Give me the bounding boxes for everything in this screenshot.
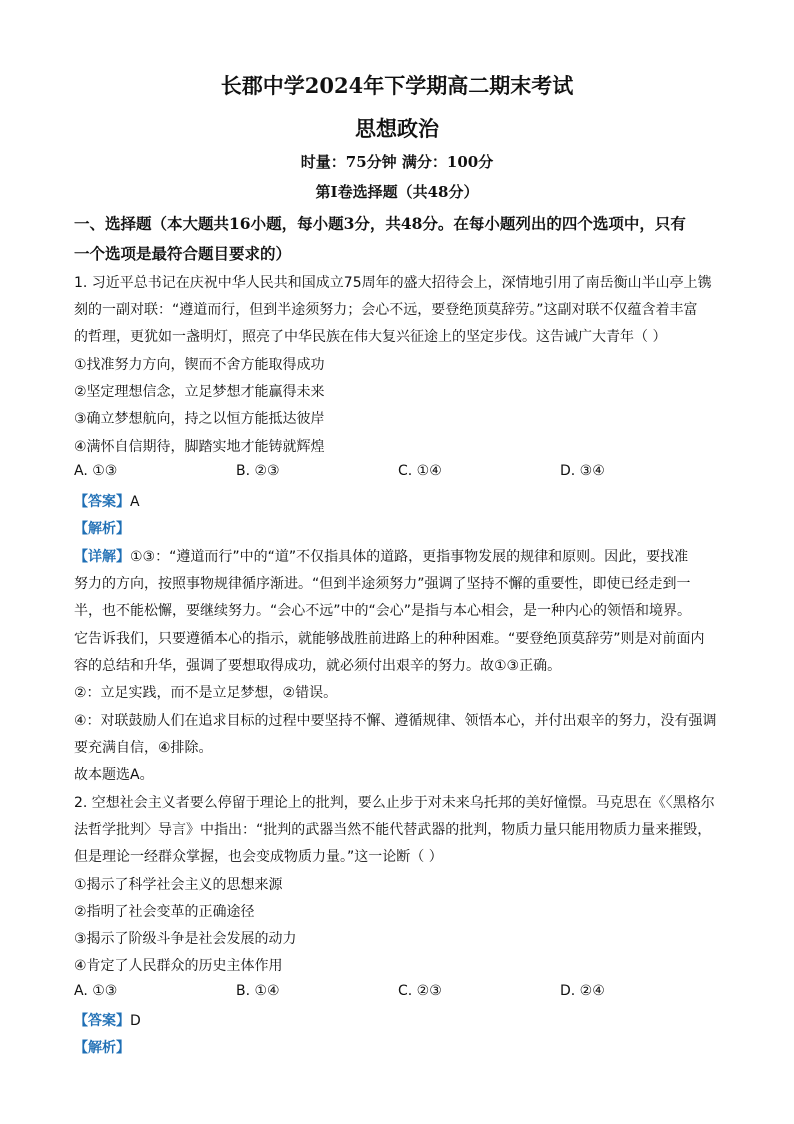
q1-item-1: ①找准努力方向，锲而不舍方能取得成功 [74,357,325,373]
q1-answer-line [74,491,140,511]
q2-stem-line-1: 2. 空想社会主义者要么停留于理论上的批判，要么止步于对未来乌托邦的美好憧憬。马克思在《〈黑格尔 [74,795,715,811]
exam-title: 长郡中学2024年下学期高二期末考试 [220,73,574,98]
q1-item-4: ④满怀自信期待，脚踏实地才能铸就辉煌 [74,439,325,455]
q2-answer-line [74,1010,141,1030]
q2-option-a: A. ①③ [74,983,118,999]
q1-stem-line-3: 的哲理，更犹如一盏明灯，照亮了中华民族在伟大复兴征途上的坚定步伐。这告诫广大青年（ ） [74,329,667,345]
q2-option-b: B. ①④ [236,983,280,999]
q1-stem-line-2: 刻的一副对联：“遵道而行，但到半途须努力；会心不远，要登绝顶莫辞劳。”这副对联不仅蕴含着丰富 [74,302,698,318]
section-heading-line-1: 一、选择题（本大题共16小题，每小题3分，共48分。在每小题列出的四个选项中，只有 [74,214,686,233]
q1-option-d: D. ③④ [560,463,605,479]
q2-item-2: ②指明了社会变革的正确途径 [74,904,255,920]
q1-detail-line-6: ②：立足实践，而不是立足梦想，②错误。 [74,685,338,701]
q1-option-c: C. ①④ [398,463,442,479]
q1-item-2: ②坚定理想信念，立足梦想才能赢得未来 [74,384,325,400]
q1-detail-line-7: ④：对联鼓励人们在追求目标的过程中要坚持不懈、遵循规律、领悟本心，并付出艰辛的努力，没有强调 [74,713,717,729]
time-score-line: 时量：75分钟 满分：100分 [300,153,494,171]
q2-option-c: C. ②③ [398,983,442,999]
q1-detail-line-2: 努力的方向，按照事物规律循序渐进。“但到半途须努力”强调了坚持不懈的重要性，即使已经走到一 [74,576,691,592]
q1-detail-line-9: 故本题选A。 [74,767,154,783]
q2-stem-line-3: 但是理论一经群众掌握，也会变成物质力量。”这一论断（ ） [74,849,443,865]
analysis-tag: 【解析】 [74,1040,130,1056]
analysis-tag: 【解析】 [74,521,130,537]
q1-detail-line-4: 它告诉我们，只要遵循本心的指示，就能够战胜前进路上的种种困难。“要登绝顶莫辞劳”则是对前面内 [74,631,705,647]
q2-analysis-line [74,1037,130,1057]
q2-answer-value: D [130,1013,141,1029]
answer-tag: 【答案】 [74,494,130,510]
subject-title: 思想政治 [355,116,439,141]
q1-detail-line-3: 半，也不能松懈，要继续努力。“会心不远”中的“会心”是指与本心相会，是一种内心的领悟和境界。 [74,603,692,619]
answer-tag: 【答案】 [74,1013,130,1029]
q1-detail-line-5: 容的总结和升华，强调了要想取得成功，就必须付出艰辛的努力。故①③正确。 [74,658,562,674]
q2-item-4: ④肯定了人民群众的历史主体作用 [74,958,283,974]
q2-option-d: D. ②④ [560,983,605,999]
q2-item-3: ③揭示了阶级斗争是社会发展的动力 [74,931,297,947]
q1-detail-text-1: ①③：“遵道而行”中的“道”不仅指具体的道路，更指事物发展的规律和原则。因此，要找准 [130,549,689,565]
q1-stem-line-1: 1. 习近平总书记在庆祝中华人民共和国成立75周年的盛大招待会上，深情地引用了南岳衡山半山亭上镌 [74,275,712,291]
q1-analysis-line [74,518,130,538]
q1-option-b: B. ②③ [236,463,280,479]
q1-detail-line-8: 要充满自信，④排除。 [74,740,213,756]
q1-option-a: A. ①③ [74,463,118,479]
detail-tag: 【详解】 [74,549,130,565]
section-heading-line-2: 一个选项是最符合题目要求的） [74,244,292,263]
q1-answer-value: A [130,494,140,510]
q1-detail-line-1 [74,546,688,566]
volume-heading: 第I卷选择题（共48分） [315,183,479,201]
q2-item-1: ①揭示了科学社会主义的思想来源 [74,877,283,893]
q1-item-3: ③确立梦想航向，持之以恒方能抵达彼岸 [74,411,325,427]
q2-stem-line-2: 法哲学批判〉导言》中指出：“批判的武器当然不能代替武器的批判，物质力量只能用物质力量来摧毁， [74,822,712,838]
